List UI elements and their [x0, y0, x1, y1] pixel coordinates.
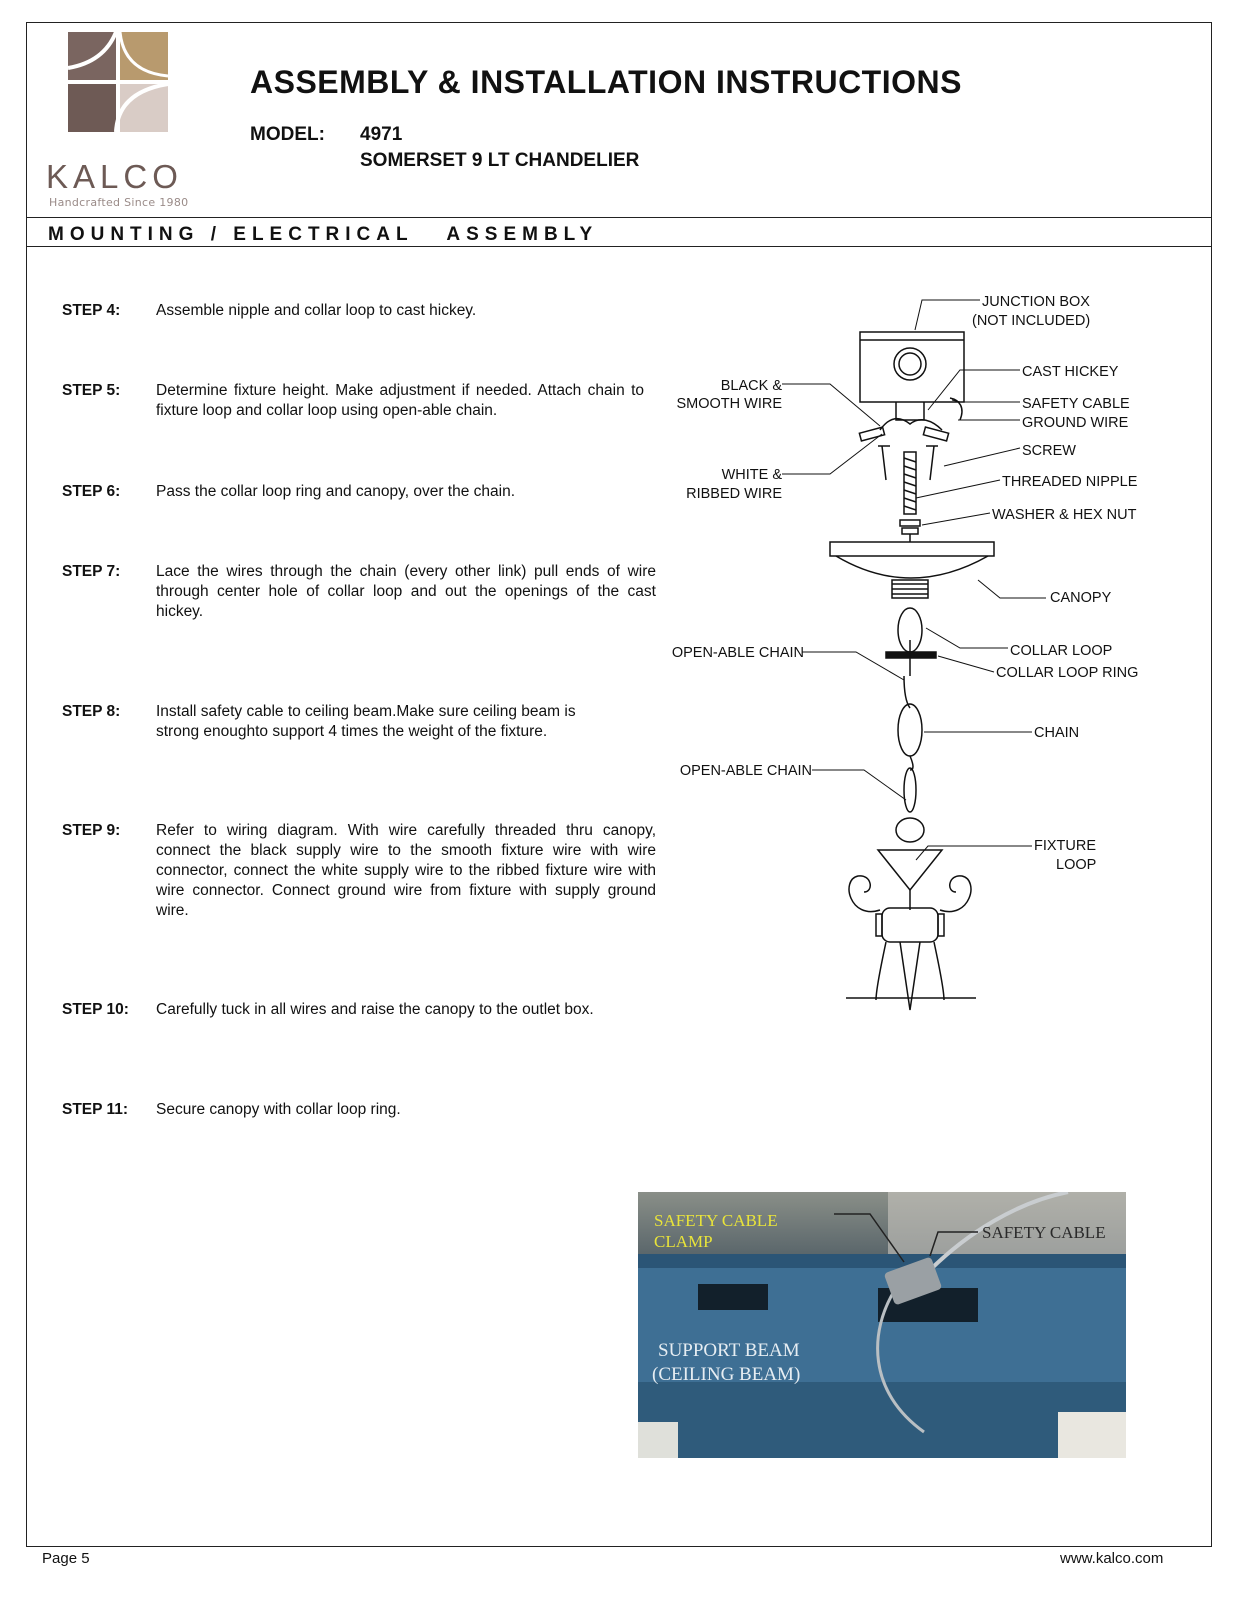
label-threaded-nipple: THREADED NIPPLE [1002, 474, 1138, 490]
photo-label-clamp-2: CLAMP [654, 1232, 713, 1251]
step-text: Pass the collar loop ring and canopy, over the chain. [156, 483, 516, 500]
brand-wordmark: KALCO [46, 158, 183, 195]
step-label: STEP 8: [62, 703, 121, 720]
model-name: SOMERSET 9 LT CHANDELIER [360, 150, 640, 171]
step-text: Carefully tuck in all wires and raise the canopy to the outlet box. [156, 1001, 594, 1018]
fixture-loop-shape [878, 850, 942, 890]
label-black-wire: BLACK & [720, 378, 782, 394]
model-number: 4971 [360, 124, 403, 145]
label-screw: SCREW [1022, 443, 1076, 459]
step-text: Refer to wiring diagram. With wire carefully threaded thru canopy, connect the black supply wire to the smooth fixture wire with wire connector, connect the white supply wire to the ribbed fixture wire with wire connector. Connect ground wire from fixture with supply ground wire. [156, 822, 656, 919]
page-number: Page 5 [42, 1550, 90, 1567]
section-divider [26, 246, 1212, 247]
cast-hickey-shape [896, 402, 924, 420]
document-title: ASSEMBLY & INSTALLATION INSTRUCTIONS [250, 64, 962, 100]
label-open-able-chain: OPEN-ABLE CHAIN [671, 645, 804, 661]
step-text: Install safety cable to ceiling beam.Make sure ceiling beam is strong enoughto support 4 times the weight of the fixture. [156, 703, 576, 740]
safety-cable-photo [638, 1192, 1126, 1458]
label-collar-loop: COLLAR LOOP [1010, 643, 1113, 659]
label-white-wire: WHITE & [721, 467, 782, 483]
label-loop: LOOP [1056, 857, 1097, 873]
mounting-diagram [660, 280, 1180, 1020]
label-safety-cable: SAFETY CABLE [1022, 396, 1130, 412]
step-text: Assemble nipple and collar loop to cast hickey. [156, 302, 477, 319]
section-title: MOUNTING / ELECTRICAL ASSEMBLY [48, 224, 599, 245]
label-ground-wire: GROUND WIRE [1022, 415, 1129, 431]
label-junction-box: JUNCTION BOX [982, 294, 1090, 310]
label-collar-loop-ring: COLLAR LOOP RING [996, 665, 1139, 681]
photo-label-clamp: SAFETY CABLE [654, 1211, 778, 1230]
label-ribbed-wire: RIBBED WIRE [686, 486, 782, 502]
label-fixture: FIXTURE [1034, 838, 1097, 854]
label-canopy: CANOPY [1050, 590, 1112, 606]
step-text: Determine fixture height. Make adjustment if needed. Attach chain to fixture loop and collar loop using open-able chain. [156, 382, 644, 419]
step-label: STEP 5: [62, 382, 121, 399]
label-smooth-wire: SMOOTH WIRE [676, 396, 782, 412]
junction-box-shape [860, 332, 964, 402]
label-cast-hickey: CAST HICKEY [1022, 364, 1119, 380]
step-label: STEP 9: [62, 822, 121, 839]
header-divider [26, 217, 1212, 218]
step-label: STEP 4: [62, 302, 121, 319]
step-text: Lace the wires through the chain (every other link) pull ends of wire through center hole of collar loop and out the openings of the cast hickey. [156, 563, 656, 620]
model-label: MODEL: [250, 124, 325, 145]
photo-label-ceiling-beam: (CEILING BEAM) [652, 1364, 801, 1385]
brand-tagline: Handcrafted Since 1980 [49, 196, 189, 209]
step-label: STEP 7: [62, 563, 121, 580]
step-label: STEP 11: [62, 1101, 129, 1118]
step-label: STEP 10: [62, 1001, 129, 1018]
label-chain: CHAIN [1034, 725, 1080, 741]
step-label: STEP 6: [62, 483, 121, 500]
label-open-able-chain-lower: OPEN-ABLE CHAIN [679, 763, 812, 779]
photo-label-safety-cable: SAFETY CABLE [982, 1223, 1106, 1242]
website-link[interactable]: www.kalco.com [1060, 1550, 1164, 1567]
chain-link [898, 704, 922, 756]
step-text: Secure canopy with collar loop ring. [156, 1101, 401, 1118]
label-not-included: (NOT INCLUDED) [972, 313, 1091, 329]
photo-label-support-beam: SUPPORT BEAM [658, 1340, 800, 1361]
canopy-shape [830, 542, 994, 556]
label-washer-hex-nut: WASHER & HEX NUT [992, 507, 1137, 523]
